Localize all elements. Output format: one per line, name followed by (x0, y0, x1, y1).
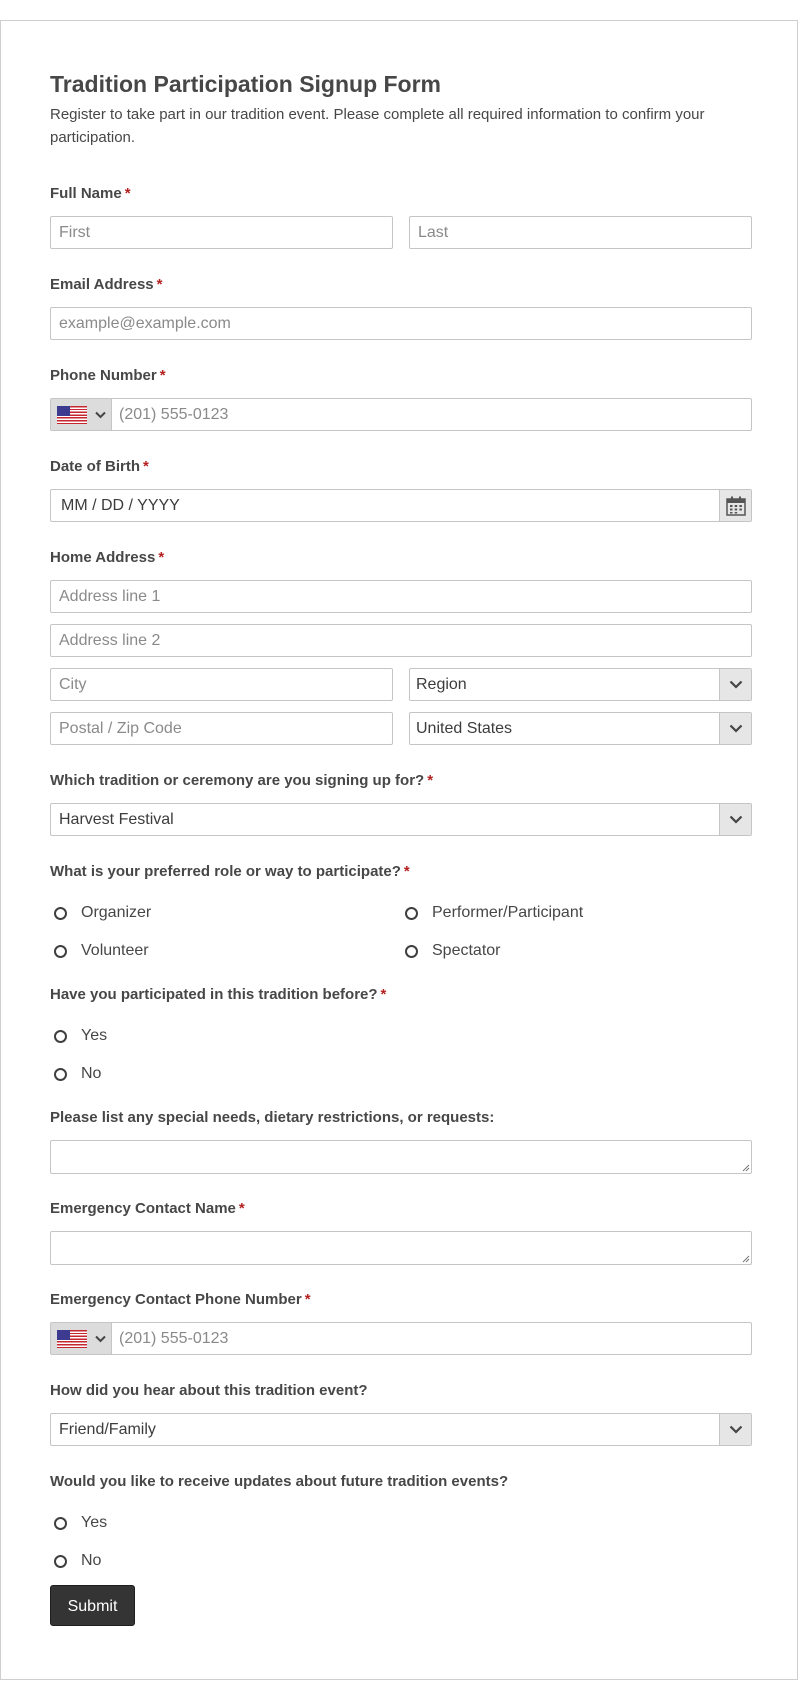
role-option-performer[interactable]: Performer/Participant (401, 904, 752, 922)
postal-code-input[interactable]: Postal / Zip Code (50, 712, 393, 745)
select-arrow (719, 1414, 751, 1445)
radio-button[interactable] (54, 1068, 67, 1081)
required-mark: * (380, 986, 387, 1003)
heard-label: How did you hear about this tradition event? (50, 1382, 368, 1399)
email-label: Email Address * (50, 276, 163, 293)
select-arrow (719, 669, 751, 700)
radio-button[interactable] (54, 945, 67, 958)
emergency-phone-label: Emergency Contact Phone Number * (50, 1291, 311, 1308)
emergency-name-textarea[interactable] (50, 1231, 752, 1265)
required-mark: * (124, 185, 131, 202)
phone-label: Phone Number * (50, 367, 166, 384)
phone-placeholder: (201) 555-0123 (119, 1330, 229, 1347)
chevron-down-icon (729, 680, 743, 689)
dob-input[interactable] (50, 489, 752, 522)
us-flag-icon (57, 1330, 87, 1348)
emergency-phone-input[interactable] (50, 1322, 752, 1355)
tradition-label: Which tradition or ceremony are you signing up for? * (50, 772, 434, 789)
select-arrow (719, 804, 751, 835)
select-arrow (719, 713, 751, 744)
radio-button[interactable] (54, 907, 67, 920)
address-label: Home Address * (50, 549, 165, 566)
phone-placeholder: (201) 555-0123 (119, 406, 229, 423)
resize-handle-icon[interactable] (742, 1164, 750, 1172)
required-mark: * (304, 1291, 311, 1308)
tradition-select[interactable]: Harvest Festival (50, 803, 752, 836)
special-needs-label: Please list any special needs, dietary restrictions, or requests: (50, 1109, 495, 1126)
region-select[interactable]: Region (409, 668, 752, 701)
resize-handle-icon[interactable] (742, 1255, 750, 1263)
chevron-down-icon (95, 1335, 106, 1343)
role-option-spectator[interactable]: Spectator (401, 942, 752, 960)
dob-label: Date of Birth * (50, 458, 149, 475)
updates-option-yes[interactable]: Yes (50, 1514, 409, 1532)
us-flag-icon (57, 406, 87, 424)
email-input[interactable]: example@example.com (50, 307, 752, 340)
participated-label: Have you participated in this tradition before? * (50, 986, 387, 1003)
updates-option-no[interactable]: No (50, 1552, 409, 1570)
phone-input[interactable] (50, 398, 752, 431)
radio-button[interactable] (54, 1555, 67, 1568)
required-mark: * (427, 772, 434, 789)
calendar-button[interactable] (719, 490, 751, 521)
chevron-down-icon (95, 411, 106, 419)
role-option-organizer[interactable]: Organizer (50, 904, 401, 922)
first-name-input[interactable]: First (50, 216, 393, 249)
required-mark: * (238, 1200, 245, 1217)
dob-placeholder: MM / DD / YYYY (61, 497, 180, 514)
country-select[interactable]: United States (409, 712, 752, 745)
country-code-selector[interactable] (51, 1323, 112, 1354)
required-mark: * (143, 458, 149, 475)
chevron-down-icon (729, 724, 743, 733)
form-title: Tradition Participation Signup Form (50, 71, 442, 97)
role-option-volunteer[interactable]: Volunteer (50, 942, 401, 960)
submit-button[interactable]: Submit (50, 1585, 135, 1626)
radio-button[interactable] (54, 1517, 67, 1530)
radio-button[interactable] (405, 907, 418, 920)
chevron-down-icon (729, 815, 743, 824)
address-line2-input[interactable]: Address line 2 (50, 624, 752, 657)
participated-option-yes[interactable]: Yes (50, 1027, 409, 1045)
form-subtitle: Register to take part in our tradition event. Please complete all required information to confirm your participation. (50, 106, 705, 146)
chevron-down-icon (729, 1425, 743, 1434)
address-line1-input[interactable]: Address line 1 (50, 580, 752, 613)
form-container (0, 20, 798, 1680)
calendar-icon (726, 496, 746, 516)
country-code-selector[interactable] (51, 399, 112, 430)
required-mark: * (158, 549, 165, 566)
heard-select[interactable]: Friend/Family (50, 1413, 752, 1446)
role-label: What is your preferred role or way to participate? * (50, 863, 410, 880)
required-mark: * (403, 863, 410, 880)
full-name-label: Full Name * (50, 185, 131, 202)
radio-button[interactable] (54, 1030, 67, 1043)
required-mark: * (156, 276, 163, 293)
emergency-name-label: Emergency Contact Name * (50, 1200, 245, 1217)
radio-button[interactable] (405, 945, 418, 958)
participated-option-no[interactable]: No (50, 1065, 409, 1083)
special-needs-textarea[interactable] (50, 1140, 752, 1174)
last-name-input[interactable]: Last (409, 216, 752, 249)
city-input[interactable]: City (50, 668, 393, 701)
required-mark: * (159, 367, 166, 384)
updates-label: Would you like to receive updates about future tradition events? (50, 1473, 509, 1490)
